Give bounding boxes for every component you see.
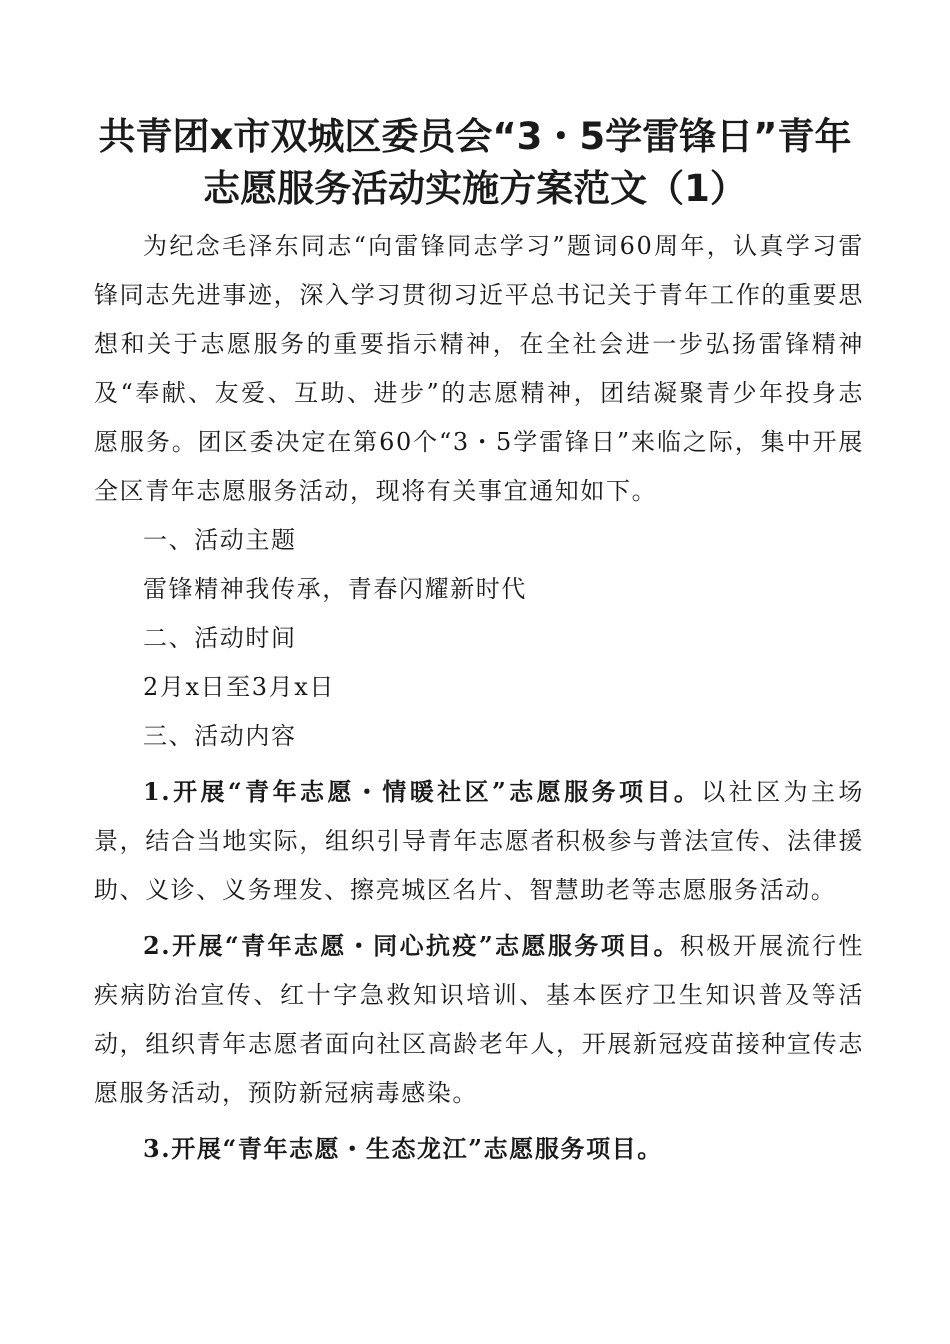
- content-item-1-text: 以社区为主场景，结合当地实际，组织引导青年志愿者积极参与普法宣传、法律援助、义诊、义务理发、擦亮城区名片、智慧助老等志愿服务活动。: [94, 778, 864, 904]
- section-heading-time: 二、活动时间: [143, 624, 297, 652]
- content-item-2: [94, 921, 864, 1118]
- content-item-1: [94, 767, 864, 915]
- content-item-3-title: 3.开展“青年志愿・生态龙江”志愿服务项目。: [143, 1134, 663, 1163]
- intro-paragraph: 为纪念毛泽东同志“向雷锋同志学习”题词60周年，认真学习雷锋同志先进事迹，深入学习贯彻习近平总书记关于青年工作的重要思想和关于志愿服务的重要指示精神，在全社会进一步弘扬雷锋精神及“奉献、友爱、互助、进步”的志愿精神，团结凝聚青少年投身志愿服务。团区委决定在第60个“3・5学雷锋日”来临之际，集中开展全区青年志愿服务活动，现将有关事宜通知如下。: [94, 232, 864, 505]
- content-item-3: [94, 1124, 864, 1174]
- section-heading-theme: 一、活动主题: [143, 526, 297, 554]
- section-heading-content: 三、活动内容: [143, 722, 297, 750]
- document-title-line-1: 共青团x市双城区委员会“3・5学雷锋日”青年: [98, 115, 852, 158]
- document-body: [94, 222, 864, 1174]
- section-text-time: 2月x日至3月x日: [143, 673, 336, 701]
- section-text-theme: 雷锋精神我传承，青春闪耀新时代: [143, 575, 527, 603]
- content-item-1-title: 1.开展“青年志愿・情暖社区”志愿服务项目。: [143, 777, 702, 806]
- content-item-2-text: 积极开展流行性疾病防治宣传、红十字急救知识培训、基本医疗卫生知识普及等活动，组织青年志愿者面向社区高龄老年人，开展新冠疫苗接种宣传志愿服务活动，预防新冠病毒感染。: [94, 932, 864, 1107]
- content-item-2-title: 2.开展“青年志愿・同心抗疫”志愿服务项目。: [143, 931, 680, 960]
- document-title-line-2: 志愿服务活动实施方案范文（1）: [203, 167, 747, 210]
